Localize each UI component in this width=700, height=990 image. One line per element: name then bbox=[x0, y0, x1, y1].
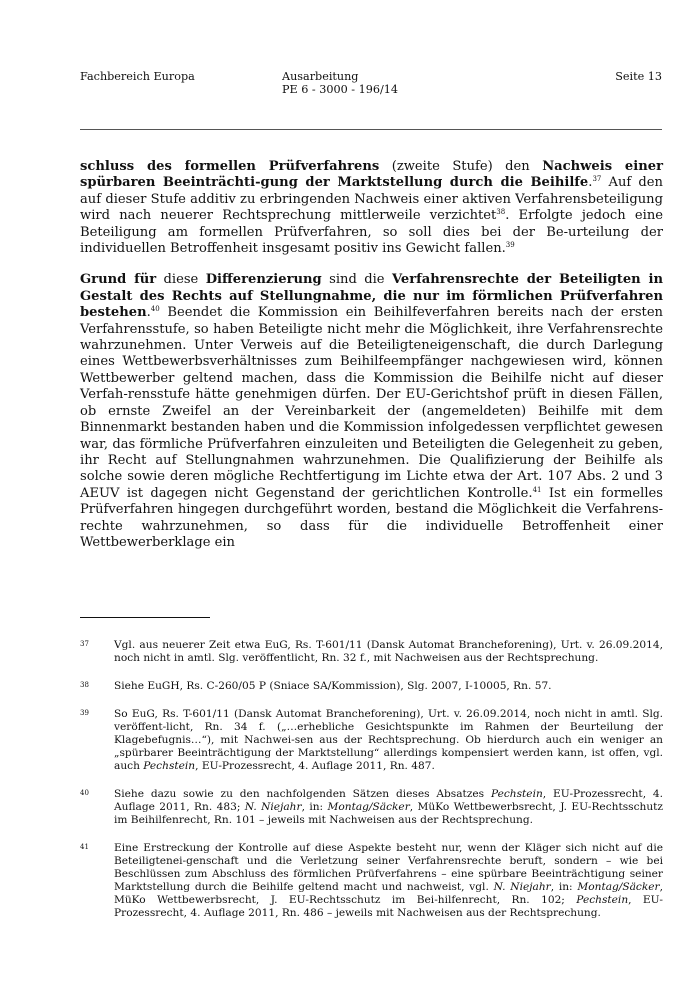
text-run: , EU-Prozessrecht, 4. Auflage 2011, Rn. 483; bbox=[114, 788, 663, 813]
text-run: , MüKo Wettbewerbsrecht, J. EU-Rechtsschutz im Bei-hilfenrecht, Rn. 102; bbox=[114, 881, 663, 906]
text-run: Auf den auf dieser Stufe additiv zu erbringenden Nachweis einer aktiven Verfahrensbeteiligung wird nach neuerer Rechtsprechung mittlerweile verzichtet bbox=[80, 175, 663, 224]
footnote-text: Siehe EuGH, Rs. C-260/05 P (Sniace SA/Kommission), Slg. 2007, I-10005, Rn. 57. bbox=[114, 680, 552, 692]
footnote-ref[interactable]: 40 bbox=[150, 305, 160, 314]
text-run: , EU-Prozessrecht, 4. Auflage 2011, Rn. 487. bbox=[195, 760, 435, 772]
text-run: Ist ein formelles Prüfverfahren hingegen durchgeführt worden, bestand die Möglichkeit die Verfahrens-rechte wahrzunehmen, so dass für die individuelle Betroffenheit einer Wettbewerberklage ein bbox=[80, 485, 663, 550]
text-run: , in: bbox=[550, 881, 578, 893]
author-name: Pechstein bbox=[490, 788, 543, 800]
text-run: Siehe dazu sowie zu den nachfolgenden Sätzen dieses Absatzes bbox=[114, 788, 491, 800]
footnote-text: Vgl. aus neuerer Zeit etwa EuG, Rs. T-601/11 (Dansk Automat Brancheforening), Urt. v. 26.09.2014, noch nicht in amtl. Slg. veröffentlicht, Rn. 32 f., mit Nachweisen aus der Rechtsprechung. bbox=[114, 639, 663, 664]
emphasis: Verfahrensrechte der Beteiligten in Gestalt des Rechts auf Stellungnahme, die nur im förmlichen Prüfverfahren bestehen bbox=[80, 272, 663, 321]
text-run: Beendet die Kommission ein Beihilfeverfahren bereits nach der ersten Verfahrensstufe, so haben Beteiligte nicht mehr die Möglichkeit, ihre Verfahrensrechte wahrzunehmen. Unter Verweis auf die Beteiligteneigenschaft, die durch Darlegung eines Wettbewerbsverhältnisses zum Beihilfeempfänger nachgewiesen wird, können Wettbewerber geltend machen, dass die Kommission die Beihilfe nicht auf dieser Verfah-rensstufe hätte genehmigen dürfen. Der EU-Gerichtshof prüft in diesen Fällen, ob ernste Zweifel an der Vereinbarkeit der (angemeldeten) Beihilfe mit dem Binnenmarkt bestanden haben und die Kommission infolgedessen verpflichtet gewesen war, das förmliche Prüfverfahren einzuleiten und Beteiligten die Gelegenheit zu geben, ihr Recht auf Stellungnahmen wahrzunehmen. Die Qualifizierung der Beihilfe als solche sowie deren mögliche Rechtfertigung im Lichte etwa der Art. 107 Abs. 2 und 3 AEUV ist dagegen nicht Gegenstand der gerichtlichen Kontrolle. bbox=[80, 305, 663, 501]
footnote-text bbox=[114, 708, 663, 772]
text-run: diese bbox=[156, 272, 206, 288]
header-divider bbox=[80, 129, 662, 130]
footnote-ref[interactable]: 37 bbox=[592, 175, 602, 184]
text-run: (zweite Stufe) den bbox=[379, 159, 543, 174]
footnote-text bbox=[114, 842, 663, 919]
author-name: N. Niejahr bbox=[493, 881, 551, 893]
paragraph-1: schluss des formellen Prüfverfahrens (zweite Stufe) den Nachweis einer spürbaren Beeinträchti-gung der Marktstellung durch die Beihilfe.$^{37}$ Auf den auf dieser Stufe additiv zu erbringenden Nachweis einer aktiven Verfahrensbeteiligung wird nach neuerer Rechtsprechung mittlerweile verzichtet$^{38}$. Erfolgte jedoch eine Beteiligung am formellen Prüfverfahren, so soll dies bei der Be-urteilung der individuellen Betroffenheit insgesamt positiv ins Gewicht fallen.$^{39}$ bbox=[80, 159, 663, 257]
emphasis: schluss des formellen Prüfverfahrens bbox=[80, 159, 380, 174]
footnote-39 bbox=[80, 708, 663, 773]
page-header bbox=[80, 70, 662, 110]
author-name: N. Niejahr bbox=[244, 801, 302, 813]
footnotes bbox=[80, 639, 663, 935]
text-run: . Erfolgte jedoch eine Beteiligung am formellen Prüfverfahren, so soll dies bei der Be-urteilung der individuellen Betroffenheit insgesamt positiv ins Gewicht fallen. bbox=[80, 208, 663, 257]
author-name: Pechstein bbox=[576, 894, 629, 906]
text-run: Eine Erstreckung der Kontrolle auf diese Aspekte besteht nur, wenn der Kläger sich nicht auf die Beteiligtenei-genschaft und die Verletzung seiner Verfahrensrechte beruft, sondern – wie bei Beschlüssen zum Abschluss des förmlichen Prüfverfahrens – eine spürbare Beeinträchtigung seiner Marktstellung durch die Beihilfe geltend macht und nachweist, vgl. bbox=[114, 842, 663, 893]
footnote-ref[interactable]: 41 bbox=[532, 485, 542, 494]
text-run: , EU-Prozessrecht, 4. Auflage 2011, Rn. 486 – jeweils mit Nachweisen aus der Rechtsprechung. bbox=[114, 894, 663, 919]
department-label: Fachbereich Europa bbox=[80, 70, 195, 83]
main-text bbox=[80, 159, 663, 566]
footnote-ref[interactable]: 39 bbox=[505, 241, 515, 250]
text-run: , in: bbox=[301, 801, 328, 813]
author-name: Montag/Säcker bbox=[577, 881, 660, 893]
footnote-40 bbox=[80, 788, 663, 827]
emphasis: Differenzierung bbox=[205, 272, 322, 288]
emphasis: Nachweis einer spürbaren Beeinträchti-gung der Marktstellung durch die Beihilfe bbox=[80, 159, 663, 191]
footnote-number: 41 bbox=[80, 843, 89, 851]
text-run: . bbox=[146, 305, 151, 321]
footnote-number: 40 bbox=[80, 789, 89, 797]
document-type: Ausarbeitung bbox=[282, 70, 359, 83]
footnote-number: 39 bbox=[80, 709, 89, 717]
footnote-38 bbox=[80, 680, 663, 693]
text-run: So EuG, Rs. T-601/11 (Dansk Automat Brancheforening), Urt. v. 26.09.2014, noch nicht in amtl. Slg. veröffent-licht, Rn. 34 f. („…erhebliche Gesichtspunkte im Rahmen der Beurteilung der Klagebefugnis…“), mit Nachwei-sen aus der Rechtsprechung. Ob hierdurch auch ein weniger an „spürbarer Beeinträchtigung der Marktstellung“ allerdings kompensiert werden kann, ist offen, vgl. auch bbox=[114, 708, 663, 772]
text-run: , MüKo Wettbewerbsrecht, J. EU-Rechtsschutz im Beihilfenrecht, Rn. 101 – jeweils mit Nachweisen aus der Rechtsprechung. bbox=[114, 801, 663, 826]
footnote-37 bbox=[80, 639, 663, 665]
footnote-number: 37 bbox=[80, 640, 89, 648]
paragraph-2 bbox=[80, 272, 663, 551]
document-reference bbox=[282, 70, 398, 96]
footnote-41 bbox=[80, 842, 663, 920]
page-number: Seite 13 bbox=[615, 70, 662, 83]
author-name: Montag/Säcker bbox=[327, 801, 410, 813]
footnote-ref[interactable]: 38 bbox=[496, 208, 506, 217]
footnote-number: 38 bbox=[80, 681, 89, 689]
text-run: sind die bbox=[321, 272, 392, 288]
footnote-text bbox=[114, 788, 663, 826]
footnote-divider bbox=[80, 617, 210, 618]
document-number: PE 6 - 3000 - 196/14 bbox=[282, 83, 398, 96]
author-name: Pechstein bbox=[143, 760, 196, 772]
emphasis: Grund für bbox=[80, 272, 157, 288]
